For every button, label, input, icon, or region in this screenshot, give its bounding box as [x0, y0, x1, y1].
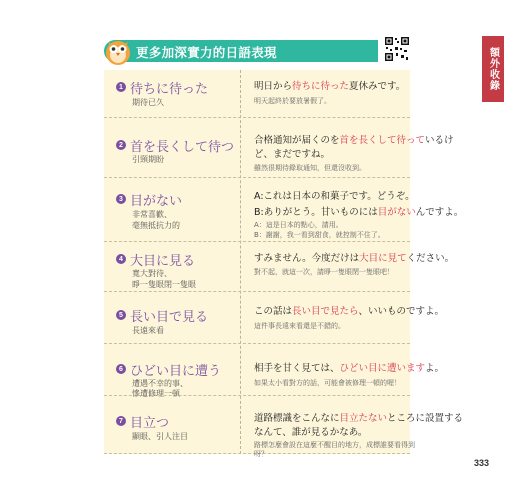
expression-term: ひどい目に遭う — [130, 364, 222, 379]
example-sentence-jp: A:これは日本の和菓子です。どうぞ。 — [254, 191, 415, 202]
example-sentence-jp: 道路標識をこんなに目立たないところに設置する — [254, 413, 464, 424]
expression-meaning: 寬大對待、 — [132, 269, 172, 278]
expression-meaning: 長遠來看 — [132, 326, 164, 335]
page-number: 333 — [474, 458, 490, 468]
expression-term: 待ちに待った — [130, 82, 209, 97]
example-sentence-jp: 合格通知が届くのを首を長くして待っているけ — [254, 135, 454, 146]
expression-term: 目立つ — [130, 416, 170, 431]
example-translation-cont: 呀？ — [254, 450, 268, 458]
entry-number: 4 — [116, 254, 126, 264]
example-sentence-jp: すみません。今度だけは大目に見てください。 — [254, 253, 455, 264]
example-translation: 這件事長遠來看還是不錯的。 — [254, 322, 345, 330]
expression-meaning: 顯眼、引人注目 — [132, 432, 188, 441]
expression-meaning-cont: 睜一隻眼閉一隻眼 — [132, 280, 196, 289]
example-translation: 對不起，就這一次，請睜一隻眼閉一隻眼吧！ — [254, 268, 394, 276]
example-sentence-jp-cont: なんて、誰が見るかなあ。 — [254, 427, 368, 438]
example-sentence-jp-cont: ど、まだですね。 — [254, 149, 331, 160]
expression-meaning: 引頸期盼 — [132, 155, 164, 164]
example-sentence-jp: 相手を甘く見ては、ひどい目に遭いますよ。 — [254, 363, 445, 374]
example-translation: 雖然很期待錄取通知，但還沒收到。 — [254, 164, 366, 172]
entry-number: 3 — [116, 194, 126, 204]
appendix-side-tab: 額外收錄 — [482, 36, 504, 102]
example-translation-cont: B：謝謝，我一看到甜食，就控制不住了。 — [254, 231, 385, 239]
expression-meaning: 遭遇不幸的事、 — [132, 379, 188, 388]
entry-number: 2 — [116, 140, 126, 150]
entry-number: 6 — [116, 364, 126, 374]
example-translation: A：這是日本的點心，請用。 — [254, 221, 343, 229]
entry-number: 7 — [116, 416, 126, 426]
example-sentence-jp-cont: B:ありがとう。甘いものには目がないんですよ。 — [254, 207, 464, 218]
expression-term: 大目に見る — [130, 254, 196, 269]
example-translation: 明天起終於要放暑假了。 — [254, 97, 331, 105]
example-translation: 路標怎麼會設在這麼不醒目的地方，成標誰要看得到 — [254, 441, 415, 449]
owl-mascot-icon — [104, 36, 132, 66]
entry-number: 5 — [116, 310, 126, 320]
entry-number: 1 — [116, 82, 126, 92]
example-sentence-jp: この話は長い目で見たら、いいものですよ。 — [254, 306, 445, 317]
section-title: 更多加深實力的日語表現 — [136, 45, 277, 60]
expression-meaning-cont: 毫無抵抗力的 — [132, 221, 180, 230]
qr-code-icon[interactable] — [384, 36, 410, 62]
expression-term: 長い目で見る — [130, 310, 209, 325]
example-sentence-jp: 明日から待ちに待った夏休みです。 — [254, 81, 406, 92]
expression-meaning-cont: 慘遭修理一頓 — [132, 389, 180, 398]
example-translation: 如果太小看對方的話，可能會被修理一頓的喔！ — [254, 379, 401, 387]
expression-term: 目がない — [130, 194, 183, 209]
expression-meaning: 非常喜歡、 — [132, 210, 172, 219]
expression-term: 首を長くして待つ — [130, 140, 235, 155]
expression-meaning: 期待已久 — [132, 98, 164, 107]
